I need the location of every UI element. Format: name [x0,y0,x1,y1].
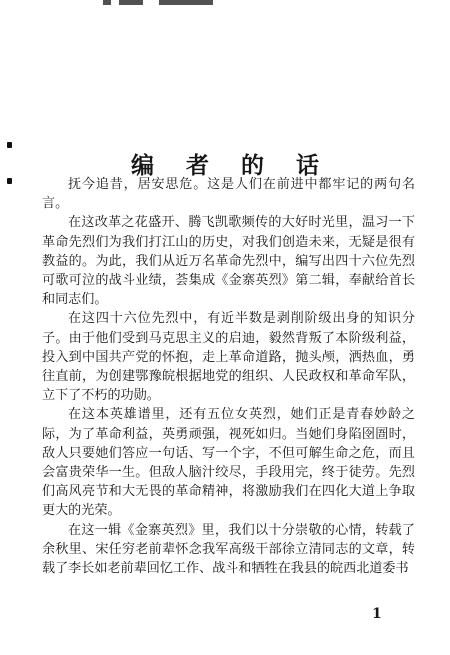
page-number: 1 [372,606,382,622]
page-title: 编 者 的 话 [130,152,332,180]
paragraph: 在这本英雄谱里，还有五位女英烈，她们正是青春妙龄之际，为了革命利益，英勇顽强，视死如归。当她们身陷囹圄时，敌人只要她们答应一句话、写一个字，不但可解生命之危，而且会富贵荣华一生。但敌人脑汁绞尽，手段用完，终于徒劳。先烈们高风亮节和大无畏的革命精神，将激励我们在四化大道上争取更大的光荣。 [42,407,415,519]
paragraph: 抚今追昔，居安思危。这是人们在前进中都牢记的两句名言。 [42,177,415,212]
paragraph: 在这一辑《金寨英烈》里，我们以十分崇敬的心情，转载了余秋里、宋任穷老前辈怀念我军高级干部徐立清同志的文章，转载了李长如老前辈回忆工作、战斗和牺牲在我县的皖西北道委书 [42,522,415,577]
paragraph: 在这四十六位先烈中，有近半数是剥削阶级出身的知识分子。由于他们受到马克思主义的启迪，毅然背叛了本阶级利益，投入到中国共产党的怀抱，走上革命道路，抛头颅，洒热血，勇往直前，为创建鄂豫皖根据地党的组织、人民政权和革命军队，立下了不朽的功勋。 [42,311,415,404]
scan-top-strip [103,0,213,5]
body-text [42,175,415,578]
paragraph: 在这改革之花盛开、腾飞凯歌频传的大好时光里，温习一下革命先烈们为我们打江山的历史，对我们创造未来，无疑是很有教益的。为此，我们从近万名革命先烈中，编写出四十六位先烈可歌可泣的战斗业绩，荟集成《金寨英烈》第二辑，奉献给首长和同志们。 [42,215,415,308]
